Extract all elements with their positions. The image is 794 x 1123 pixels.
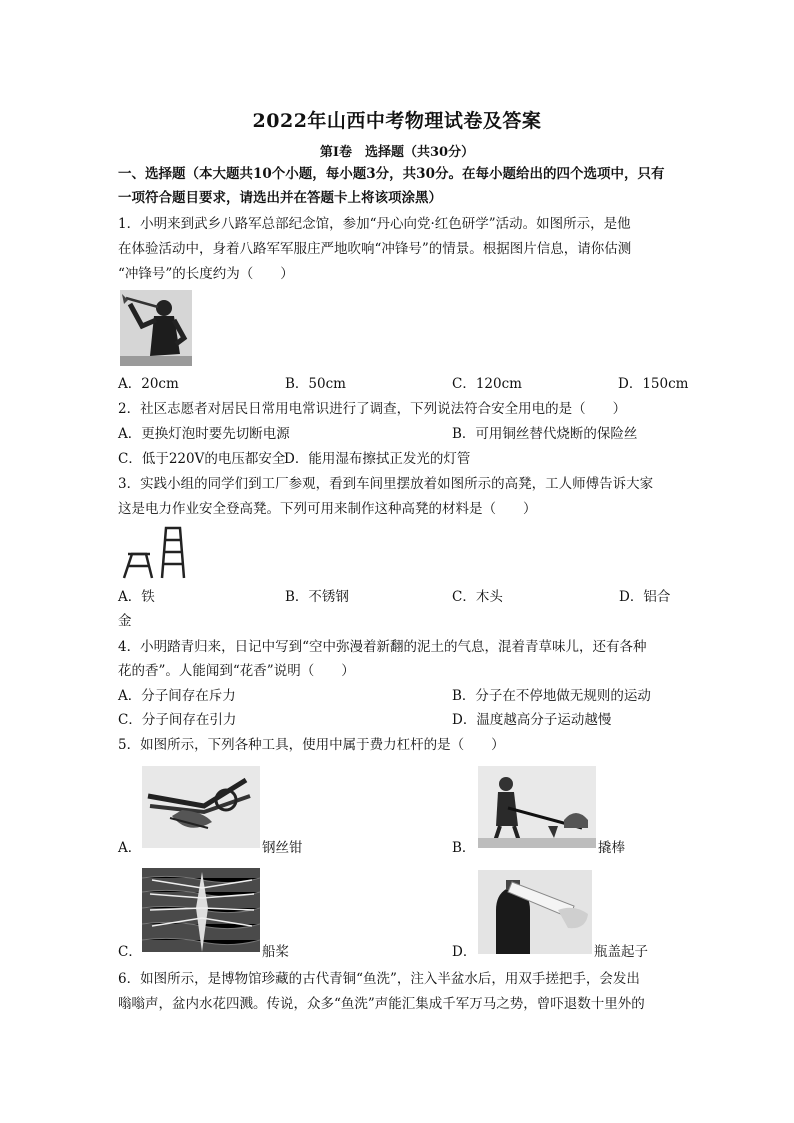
page-title: 2022年山西中考物理试卷及答案 — [252, 110, 542, 132]
q2-line-1: 2．社区志愿者对居民日常用电常识进行了调查，下列说法符合安全用电的是（ ） — [118, 401, 627, 417]
q3-option-c: C．木头 — [452, 589, 503, 605]
instructions-line-1: 一、选择题（本大题共10个小题，每小题3分，共30分。在每小题给出的四个选项中，只有 — [118, 166, 665, 182]
q4-line-1: 4．小明踏青归来，日记中写到“空中弥漫着新翻的泥土的气息，混着青草味儿，还有各种 — [118, 639, 647, 655]
pliers-image — [142, 766, 260, 848]
q3-option-d: D．铝合 — [619, 589, 671, 605]
q5-option-b-letter: B． — [452, 840, 476, 856]
q5-option-d-letter: D． — [452, 944, 477, 960]
q1-line-1: 1．小明来到武乡八路军总部纪念馆，参加“丹心向党·红色研学”活动。如图所示，是他 — [118, 216, 631, 232]
q3-line-1: 3．实践小组的同学们到工厂参观，看到车间里摆放着如图所示的高凳，工人师傅告诉大家 — [118, 476, 654, 492]
q1-option-c: C．120cm — [452, 376, 522, 392]
q1-line-3: “冲锋号”的长度约为（ ） — [118, 266, 294, 282]
q4-option-b: B．分子在不停地做无规则的运动 — [452, 688, 651, 704]
q1-line-2: 在体验活动中，身着八路军军服庄严地吹响“冲锋号”的情景。根据图片信息，请你估测 — [118, 241, 632, 257]
q2-option-a: A．更换灯泡时要先切断电源 — [118, 426, 290, 442]
q6-line-2: 嗡嗡声，盆内水花四溅。传说，众多“鱼洗”声能汇集成千军万马之势，曾吓退数十里外的 — [118, 996, 645, 1012]
q1-option-b: B．50cm — [285, 376, 346, 392]
q4-option-c: C．分子间存在引力 — [118, 712, 237, 728]
q4-option-a: A．分子间存在斥力 — [118, 688, 236, 704]
q1-option-d: D．150cm — [618, 376, 689, 392]
q3-option-d-wrap: 金 — [118, 613, 132, 629]
stool-image — [118, 524, 190, 580]
q6-line-1: 6．如图所示，是博物馆珍藏的古代青铜“鱼洗”，注入半盆水后，用双手搓把手，会发出 — [118, 971, 640, 987]
q2-option-d: D．能用湿布擦拭正发光的灯管 — [284, 451, 471, 467]
q3-option-a: A．铁 — [118, 589, 155, 605]
q5-option-a-letter: A． — [118, 840, 142, 856]
bottle-opener-image — [478, 870, 592, 954]
q5-option-b-label: 撬棒 — [598, 840, 625, 856]
q5-option-d-label: 瓶盖起子 — [594, 944, 648, 960]
instructions-line-2: 一项符合题目要求，请选出并在答题卡上将该项涂黑） — [118, 190, 442, 206]
q3-option-b: B．不锈钢 — [285, 589, 349, 605]
q5-option-c-letter: C． — [118, 944, 142, 960]
q5-option-a-label: 钢丝钳 — [262, 840, 303, 856]
q4-option-d: D．温度越高分子运动越慢 — [452, 712, 612, 728]
q5-option-c-label: 船桨 — [262, 944, 289, 960]
bugle-player-image — [120, 290, 192, 366]
section-title: 第Ⅰ卷 选择题（共30分） — [319, 145, 475, 160]
q1-option-a: A．20cm — [118, 376, 179, 392]
crowbar-image — [478, 766, 596, 848]
q5-line-1: 5．如图所示，下列各种工具，使用中属于费力杠杆的是（ ） — [118, 737, 505, 753]
rowing-boat-image — [142, 868, 260, 952]
q3-line-2: 这是电力作业安全登高凳。下列可用来制作这种高凳的材料是（ ） — [118, 501, 537, 517]
q4-line-2: 花的香”。人能闻到“花香”说明（ ） — [118, 663, 355, 679]
q2-option-c: C．低于220V的电压都安全 — [118, 451, 286, 467]
q2-option-b: B．可用铜丝替代烧断的保险丝 — [452, 426, 638, 442]
